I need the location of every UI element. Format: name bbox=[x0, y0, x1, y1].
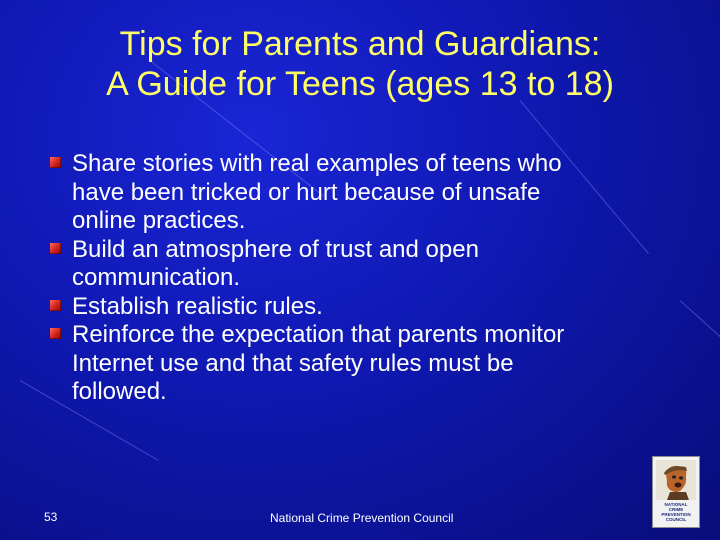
bullet-item bbox=[50, 150, 660, 236]
bullet-item bbox=[50, 293, 660, 322]
slide-title-line-1: Tips for Parents and Guardians: bbox=[119, 25, 601, 63]
bullet-list bbox=[50, 150, 660, 407]
red-square-bullet-icon bbox=[50, 157, 61, 168]
red-square-bullet-icon bbox=[50, 328, 61, 339]
crime-dog-icon bbox=[656, 460, 696, 500]
logo-caption-line: NATIONAL bbox=[664, 502, 688, 507]
logo-caption-line: COUNCIL bbox=[665, 517, 687, 522]
logo-caption-line: PREVENTION bbox=[661, 512, 691, 517]
bullet-line: communication. bbox=[72, 264, 241, 291]
bullet-line: Build an atmosphere of trust and open bbox=[72, 235, 479, 263]
slide-number: 53 bbox=[44, 510, 58, 524]
red-square-bullet-icon bbox=[50, 300, 61, 311]
bullet-line: Internet use and that safety rules must be bbox=[72, 349, 514, 377]
background-streak bbox=[680, 300, 720, 341]
logo-caption-line: CRIME bbox=[668, 507, 684, 512]
slide-title bbox=[0, 24, 720, 104]
bullet-line: Share stories with real examples of teens who bbox=[72, 150, 562, 177]
slide-title-line-2: A Guide for Teens (ages 13 to 18) bbox=[106, 65, 614, 103]
bullet-line: online practices. bbox=[72, 207, 246, 234]
footer-organization: National Crime Prevention Council bbox=[270, 511, 454, 525]
red-square-bullet-icon bbox=[50, 243, 61, 254]
bullet-line: Reinforce the expectation that parents monitor bbox=[72, 321, 565, 348]
bullet-line: Establish realistic rules. bbox=[72, 292, 323, 320]
logo-caption bbox=[655, 502, 697, 522]
bullet-line: followed. bbox=[72, 378, 167, 405]
mcgruff-crime-dog-logo bbox=[652, 456, 700, 528]
bullet-line: have been tricked or hurt because of unsafe bbox=[72, 178, 541, 206]
bullet-item bbox=[50, 321, 660, 407]
bullet-item bbox=[50, 236, 660, 293]
